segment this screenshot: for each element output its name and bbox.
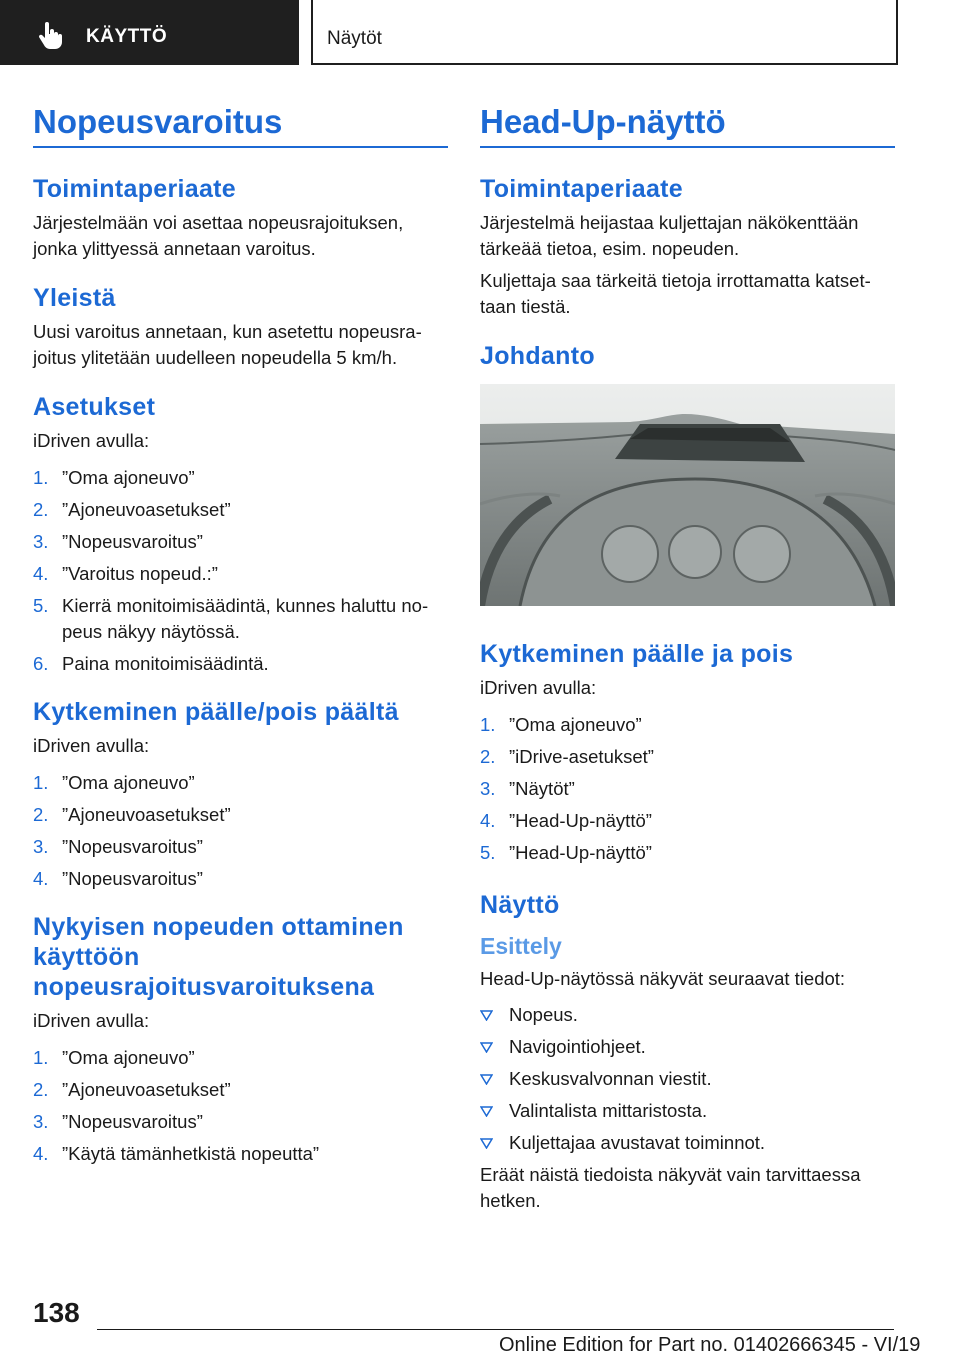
list-item: 4. ”Nopeusvaroitus” [33, 868, 203, 889]
chapter-tab-label: KÄYTTÖ [86, 26, 168, 47]
section-tab [311, 0, 898, 65]
adopt-steps [33, 1045, 448, 1167]
paragraph-hud-principle-1: Järjestelmä heijastaa kuljettajan näkökenttään tärkeää tietoa, esim. nopeuden. [480, 212, 859, 259]
heading-switch-on-off: Kytkeminen päälle ja pois [480, 640, 794, 668]
list-item: 6. Paina monitoimisäädintä. [33, 653, 269, 674]
list-item: Valintalista mittaristosta. [480, 1098, 895, 1124]
list-item: 1. ”Oma ajoneuvo” [480, 714, 642, 735]
hud-dashboard-illustration [480, 384, 895, 606]
list-item: 3. ”Nopeusvaroitus” [33, 836, 203, 857]
triangle-bullet-icon [480, 1010, 493, 1021]
hud-switch-steps [480, 712, 895, 866]
heading-operating-principle: Toimintaperiaate [33, 175, 236, 203]
paragraph-switch-intro: iDriven avulla: [33, 735, 150, 756]
footer-divider [97, 1329, 894, 1330]
list-item: 5. ”Head-Up-näyttö” [480, 842, 652, 863]
list-item: 3. ”Näytöt” [480, 778, 575, 799]
list-item: 1. ”Oma ajoneuvo” [33, 467, 195, 488]
heading-switch-on-off: Kytkeminen päälle/pois päältä [33, 698, 399, 726]
chapter-tab [0, 0, 299, 65]
left-column [33, 100, 448, 1173]
page-number: 138 [33, 1297, 80, 1328]
switch-steps [33, 770, 448, 892]
paragraph-adopt-intro: iDriven avulla: [33, 1010, 150, 1031]
list-item: 2. ”Ajoneuvoasetukset” [33, 1079, 231, 1100]
list-item: Nopeus. [480, 1002, 895, 1028]
list-item: 4. ”Head-Up-näyttö” [480, 810, 652, 831]
settings-steps [33, 465, 448, 677]
paragraph-display-intro: Head-Up-näytössä näkyvät seuraavat tiedot: [480, 968, 846, 989]
paragraph-hud-switch-intro: iDriven avulla: [480, 677, 597, 698]
paragraph-settings-intro: iDriven avulla: [33, 430, 150, 451]
display-items [480, 1002, 895, 1156]
list-item: 1. ”Oma ajoneuvo” [33, 1047, 195, 1068]
hand-pointer-icon [38, 22, 64, 50]
list-item: 1. ”Oma ajoneuvo” [33, 772, 195, 793]
heading-settings: Asetukset [33, 393, 156, 421]
heading-general: Yleistä [33, 284, 116, 312]
section-tab-label: Näytöt [327, 28, 382, 49]
list-item: Keskusvalvonnan viestit. [480, 1066, 895, 1092]
list-item: Kuljettajaa avustavat toiminnot. [480, 1130, 895, 1156]
list-item: 2. ”iDrive-asetukset” [480, 746, 654, 767]
triangle-bullet-icon [480, 1042, 493, 1053]
right-column [480, 100, 895, 1214]
list-item: 5. Kierrä monitoimisäädintä, kunnes haluttu nopeus näkyy näytössä. [33, 595, 429, 642]
paragraph-hud-principle-2: Kuljettaja saa tärkeitä tietoja irrottamatta katsettaan tiestä. [480, 270, 871, 317]
list-item: Navigointiohjeet. [480, 1034, 895, 1060]
list-item: 2. ”Ajoneuvoasetukset” [33, 499, 231, 520]
heading-display: Näyttö [480, 891, 560, 919]
triangle-bullet-icon [480, 1074, 493, 1085]
heading-operating-principle: Toimintaperiaate [480, 175, 683, 203]
heading-introduction: Johdanto [480, 342, 595, 370]
triangle-bullet-icon [480, 1106, 493, 1117]
list-item: 2. ”Ajoneuvoasetukset” [33, 804, 231, 825]
footer-edition: Online Edition for Part no. 01402666345 - VI/19 [499, 1334, 921, 1356]
list-item: 4. ”Käytä tämänhetkistä nopeutta” [33, 1143, 320, 1164]
list-item: 3. ”Nopeusvaroitus” [33, 531, 203, 552]
subheading-overview: Esittely [480, 933, 562, 959]
page-title-speed-warning: Nopeusvaroitus [33, 100, 448, 148]
list-item: 4. ”Varoitus nopeud.:” [33, 563, 218, 584]
paragraph-display-outro: Eräät näistä tiedoista näkyvät vain tarvittaessa hetken. [480, 1164, 861, 1211]
triangle-bullet-icon [480, 1138, 493, 1149]
heading-adopt-current-speed: Nykyisen nopeuden ottaminen käyttöön nopeusrajoitusvaroituksena [33, 913, 404, 1001]
paragraph-operating-principle: Järjestelmään voi asettaa nopeusrajoituksen, jonka ylittyessä annetaan varoitus. [33, 212, 404, 259]
page-title-head-up-display: Head-Up-näyttö [480, 100, 895, 148]
paragraph-general: Uusi varoitus annetaan, kun asetettu nopeusrajoitus ylitetään uudelleen nopeudella 5 km/h. [33, 321, 422, 368]
list-item: 3. ”Nopeusvaroitus” [33, 1111, 203, 1132]
